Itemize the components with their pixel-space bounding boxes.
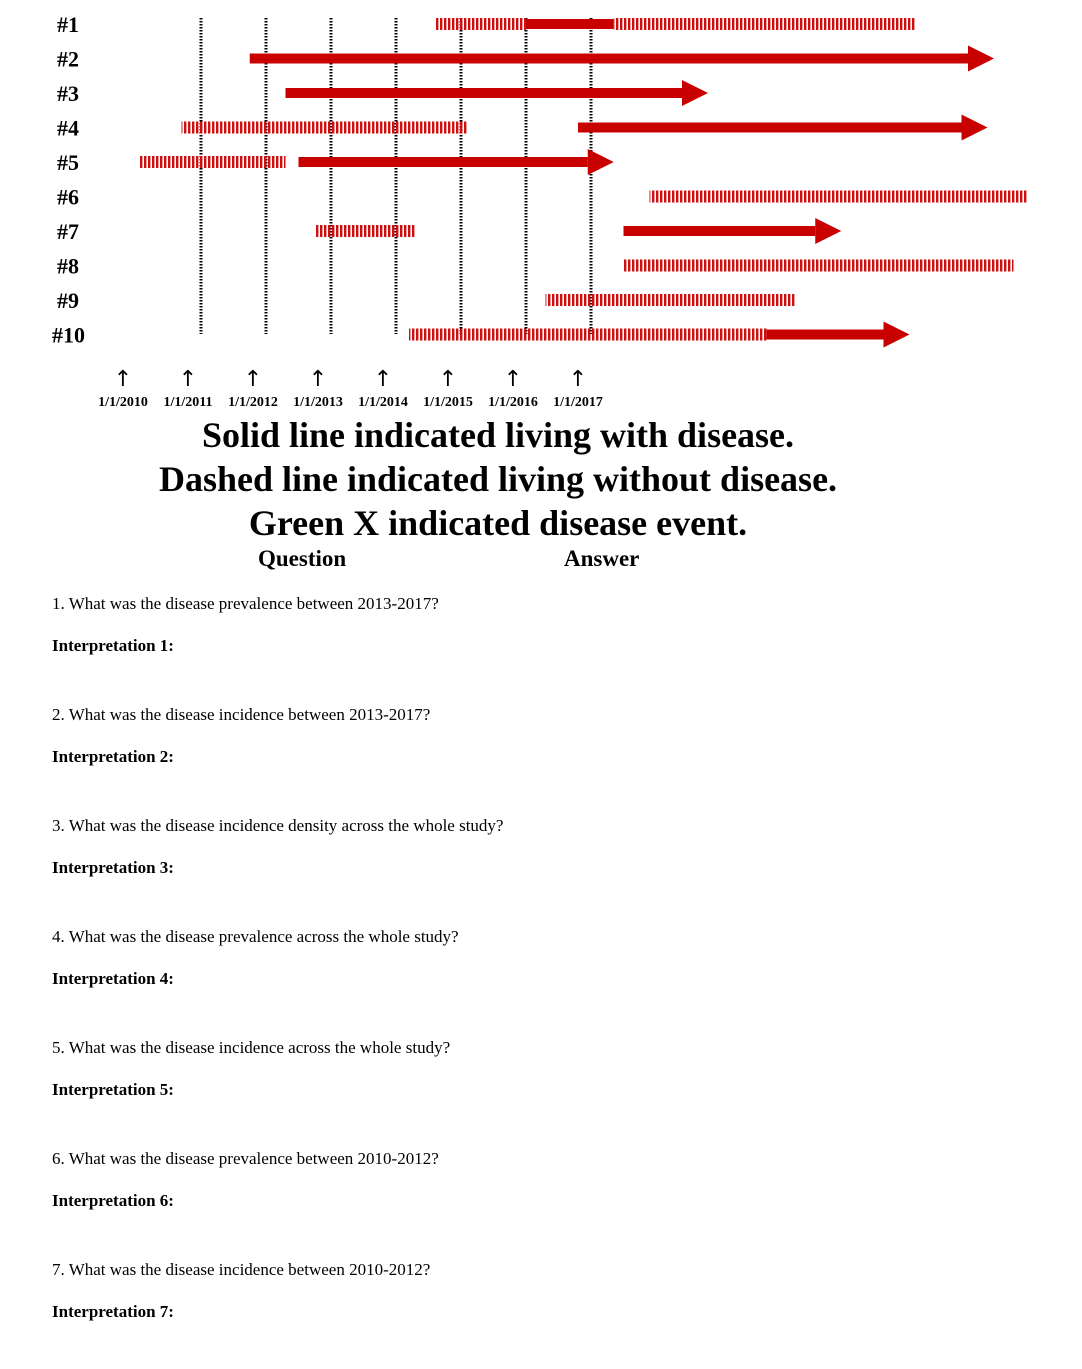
solid-segment — [578, 123, 962, 133]
participant-timeline-chart — [0, 0, 1082, 412]
arrow-head — [682, 80, 708, 106]
solid-segment — [250, 54, 968, 64]
participant-label: #3 — [57, 81, 79, 106]
participant-label: #2 — [57, 46, 79, 72]
question-item — [52, 592, 1052, 703]
arrow-head — [884, 322, 910, 348]
legend-solid-line: Solid line indicated living with disease. — [201, 415, 795, 455]
date-tick-label: 1/1/2011 — [163, 395, 213, 410]
question-item — [52, 1147, 1052, 1258]
question-item — [52, 703, 1052, 814]
tick-arrow-icon: ↑ — [243, 367, 263, 392]
interpretation-label: Interpretation 2: — [52, 747, 174, 766]
question-text: 3. What was the disease incidence density across the whole study? — [52, 816, 504, 835]
date-ticks — [98, 367, 603, 410]
participant-bars — [139, 18, 1026, 348]
participant-label: #1 — [57, 12, 79, 37]
date-tick-label: 1/1/2015 — [423, 395, 473, 410]
tick-arrow-icon: ↑ — [308, 367, 328, 392]
arrow-head — [962, 115, 988, 141]
dashed-segment — [546, 294, 796, 306]
date-tick-label: 1/1/2014 — [358, 395, 408, 410]
date-tick-label: 1/1/2017 — [553, 395, 603, 410]
participant-label: #8 — [57, 253, 79, 279]
solid-segment — [767, 330, 884, 340]
interpretation-label: Interpretation 5: — [52, 1080, 174, 1099]
question-item — [52, 814, 1052, 925]
dashed-segment — [614, 18, 916, 30]
participant-labels — [52, 12, 85, 348]
question-text: 4. What was the disease prevalence across the whole study? — [52, 927, 459, 946]
tick-arrow-icon: ↑ — [438, 367, 458, 392]
interpretation-label: Interpretation 7: — [52, 1302, 174, 1321]
solid-segment — [624, 226, 816, 236]
question-text: 7. What was the disease incidence between 2010-2012? — [52, 1260, 431, 1279]
date-tick-label: 1/1/2012 — [228, 395, 278, 410]
arrow-head — [968, 46, 994, 72]
dashed-segment — [182, 122, 468, 134]
tick-arrow-icon: ↑ — [178, 367, 198, 392]
participant-label: #10 — [52, 322, 85, 348]
question-item — [52, 1258, 1052, 1369]
interpretation-label: Interpretation 1: — [52, 636, 174, 655]
legend — [0, 413, 996, 545]
date-tick-label: 1/1/2013 — [293, 395, 343, 410]
date-tick-label: 1/1/2010 — [98, 395, 148, 410]
dashed-segment — [139, 156, 285, 168]
participant-label: #5 — [57, 150, 79, 175]
reference-lines — [201, 18, 591, 334]
arrow-head — [588, 149, 614, 175]
participant-label: #6 — [57, 184, 79, 210]
date-tick-label: 1/1/2016 — [488, 395, 538, 410]
question-text: 2. What was the disease incidence between 2013-2017? — [52, 705, 431, 724]
dashed-segment — [315, 225, 416, 237]
participant-label: #4 — [57, 115, 79, 141]
solid-segment — [286, 88, 683, 98]
participant-label: #9 — [57, 288, 79, 313]
question-text: 1. What was the disease prevalence between 2013-2017? — [52, 594, 439, 613]
tick-arrow-icon: ↑ — [373, 367, 393, 392]
interpretation-label: Interpretation 6: — [52, 1191, 174, 1210]
tick-arrow-icon: ↑ — [113, 367, 133, 392]
dashed-segment — [624, 260, 1014, 272]
tick-arrow-icon: ↑ — [568, 367, 588, 392]
interpretation-label: Interpretation 4: — [52, 969, 174, 988]
solid-segment — [299, 157, 588, 167]
legend-green-x: Green X indicated disease event. — [248, 503, 748, 543]
question-item — [52, 1036, 1052, 1147]
question-item — [52, 925, 1052, 1036]
dashed-segment — [409, 329, 767, 341]
legend-dashed-line: Dashed line indicated living without disease. — [158, 459, 838, 499]
dashed-segment — [650, 191, 1027, 203]
interpretation-label: Interpretation 3: — [52, 858, 174, 877]
dashed-segment — [435, 18, 526, 30]
tick-arrow-icon: ↑ — [503, 367, 523, 392]
participant-label: #7 — [57, 219, 79, 244]
answer-header: Answer — [564, 546, 640, 571]
question-header: Question — [258, 546, 347, 571]
question-text: 5. What was the disease incidence across the whole study? — [52, 1038, 451, 1057]
solid-segment — [526, 19, 614, 29]
question-list — [52, 592, 1052, 1369]
arrow-head — [815, 218, 841, 244]
question-text: 6. What was the disease prevalence between 2010-2012? — [52, 1149, 439, 1168]
